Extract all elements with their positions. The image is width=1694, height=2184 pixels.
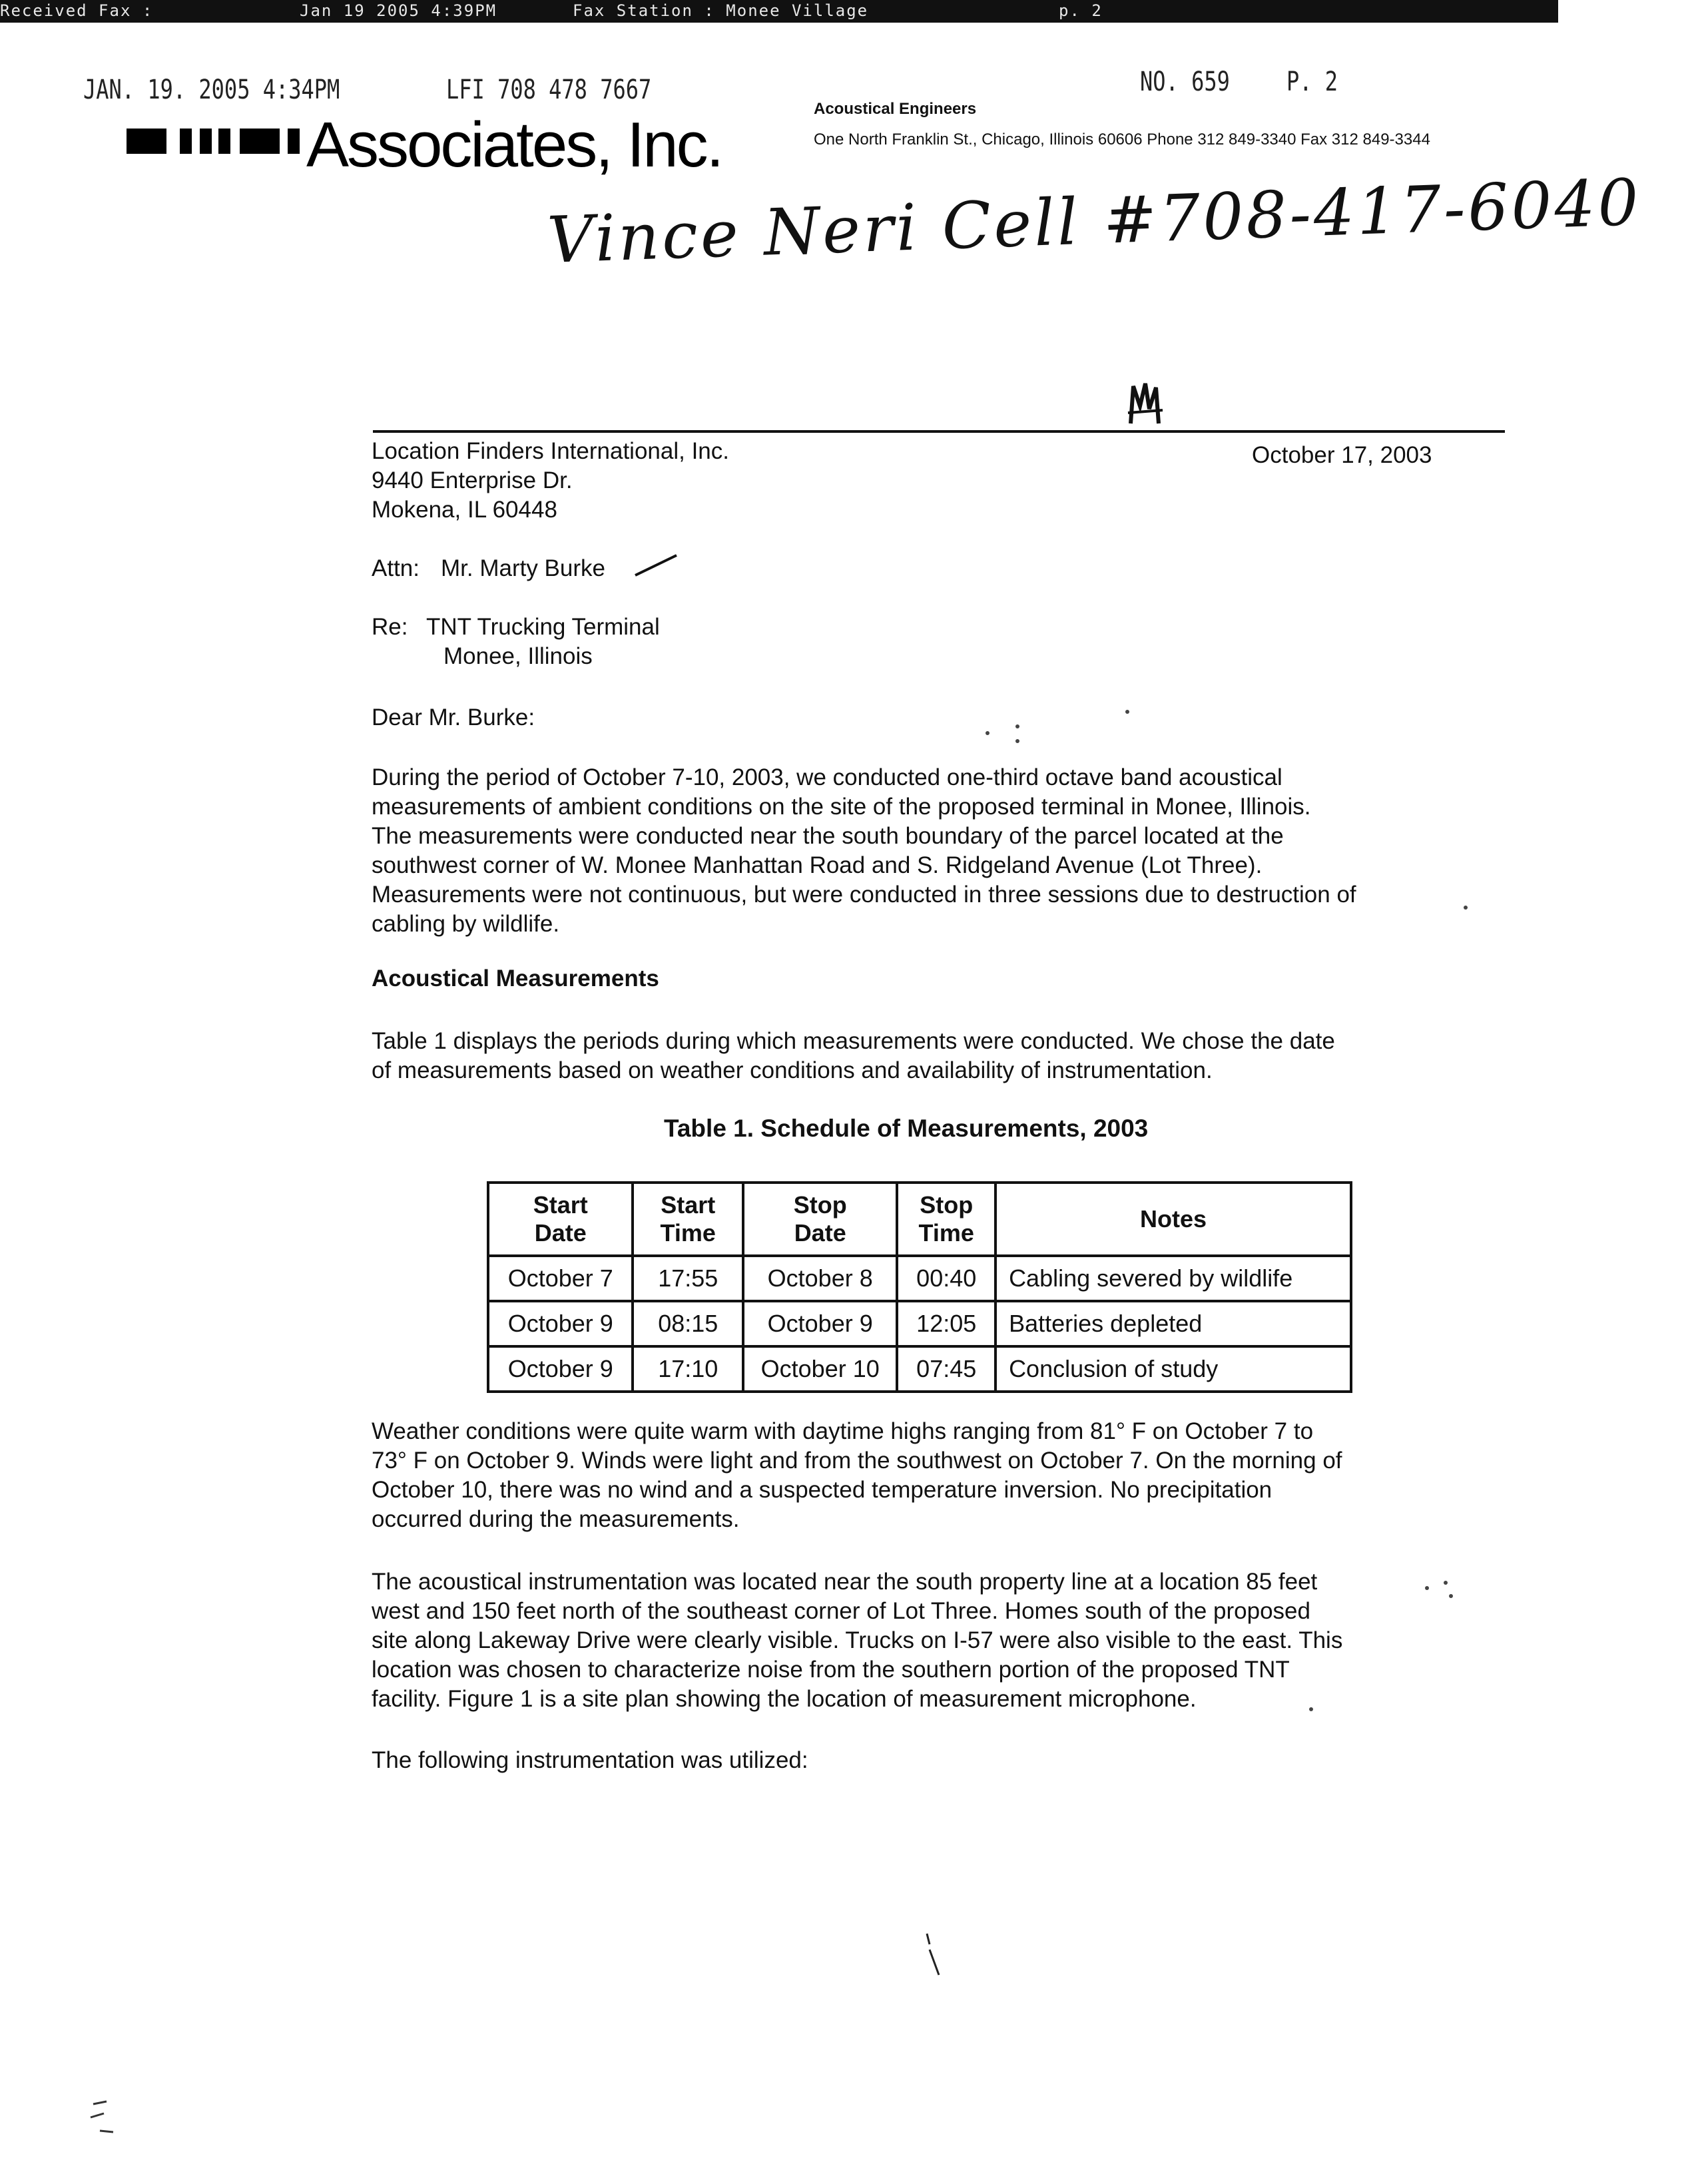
column-header-stop-time: Stop Time [897,1183,995,1256]
table-cell: Batteries depleted [995,1301,1351,1346]
table-cell: October 8 [743,1256,897,1301]
paragraph-location [372,1567,1342,1714]
paragraph-weather [372,1417,1342,1534]
recipient-street: 9440 Enterprise Dr. [372,467,573,493]
recipient-city: Mokena, IL 60448 [372,497,557,523]
table-cell: Cabling severed by wildlife [995,1256,1351,1301]
tagline-title: Acoustical Engineers [814,100,977,118]
paragraph-line: 73° F on October 9. Winds were light and from the southwest on October 7. On the morning of [372,1448,1342,1474]
table-cell: Conclusion of study [995,1346,1351,1392]
scan-speck [1125,710,1129,714]
fax-header-sender: LFI 708 478 7667 [446,75,652,105]
paragraph-line: facility. Figure 1 is a site plan showing the location of measurement microphone. [372,1686,1197,1712]
paragraph-line: occurred during the measurements. [372,1506,740,1532]
column-header-stop-date: Stop Date [743,1183,897,1256]
schedule-table [487,1181,1352,1393]
handwritten-note: Vince Neri Cell #708-417-6040 [546,164,1643,278]
column-header-notes: Notes [995,1183,1351,1256]
table-cell: 17:10 [633,1346,743,1392]
table-header-row [488,1183,1351,1256]
fax-received-datetime: Jan 19 2005 4:39PM [300,1,497,20]
column-header-start-time: Start Time [633,1183,743,1256]
paragraph-table-intro [372,1027,1335,1085]
paragraph-line: October 10, there was no wind and a suspected temperature inversion. No precipitation [372,1477,1272,1503]
paragraph-line: cabling by wildlife. [372,911,560,937]
fax-station: Fax Station : Monee Village [573,1,869,20]
attn-name: Mr. Marty Burke [441,555,605,581]
table-row [488,1301,1351,1346]
table-cell: 00:40 [897,1256,995,1301]
table-cell: 12:05 [897,1301,995,1346]
re-label: Re: [372,614,408,640]
section-heading: Acoustical Measurements [372,965,659,991]
tagline-address: One North Franklin St., Chicago, Illinois 60606 Phone 312 849-3340 Fax 312 849-3344 [814,131,1430,148]
table-cell: October 7 [488,1256,633,1301]
attn-label: Attn: [372,555,420,581]
fax-header-page: P. 2 [1286,67,1338,97]
paragraph-line: During the period of October 7-10, 2003, we conducted one-third octave band acoustical [372,764,1282,790]
letter-date: October 17, 2003 [1252,442,1432,468]
scan-mark-icon [923,1931,943,1978]
paragraph-instrumentation: The following instrumentation was utilized: [372,1747,808,1773]
scan-speck [1015,739,1019,743]
scan-speck [986,731,989,735]
fax-transmission-bar [0,0,1558,23]
column-header-start-date: Start Date [488,1183,633,1256]
paragraph-line: measurements of ambient conditions on the site of the proposed terminal in Monee, Illinois. [372,794,1311,820]
paragraph-line: west and 150 feet north of the southeast corner of Lot Three. Homes south of the proposed [372,1598,1310,1624]
table-cell: October 9 [743,1301,897,1346]
paragraph-line: Weather conditions were quite warm with daytime highs ranging from 81° F on October 7 to [372,1418,1314,1444]
fax-received-label: Received Fax : [0,1,154,20]
scan-speck [1309,1707,1313,1711]
check-mark-icon [633,553,679,579]
company-logo-partial-mark [107,93,306,166]
paragraph-line: site along Lakeway Drive were clearly visible. Trucks on I-57 were also visible to the east. This [372,1627,1343,1653]
paragraph-line: The acoustical instrumentation was located near the south property line at a location 85 feet [372,1569,1318,1595]
recipient-name: Location Finders International, Inc. [372,438,729,464]
salutation: Dear Mr. Burke: [372,704,535,730]
scan-mark-icon [87,2097,127,2137]
company-name: Associates, Inc. [306,109,722,180]
table-cell: 08:15 [633,1301,743,1346]
scan-speck [1449,1594,1453,1598]
re-line-2: Monee, Illinois [443,643,593,669]
paragraph-line: of measurements based on weather conditions and availability of instrumentation. [372,1057,1213,1083]
fax-header-date: JAN. 19. 2005 4:34PM [83,75,340,105]
re-line-1: TNT Trucking Terminal [426,614,660,640]
table-row [488,1346,1351,1392]
table-row [488,1256,1351,1301]
table-cell: 07:45 [897,1346,995,1392]
paragraph-line: The measurements were conducted near the south boundary of the parcel located at the [372,823,1284,849]
table-cell: October 9 [488,1346,633,1392]
paragraph-line: location was chosen to characterize noise from the southern portion of the proposed TNT [372,1657,1290,1683]
paragraph-line: Measurements were not continuous, but were conducted in three sessions due to destruction of [372,882,1356,908]
paragraph-line: southwest corner of W. Monee Manhattan Road and S. Ridgeland Avenue (Lot Three). [372,852,1263,878]
fax-header-number: NO. 659 [1140,67,1230,97]
company-logo [107,93,722,182]
scan-speck [1444,1581,1448,1585]
letterhead-divider [373,430,1505,433]
scan-speck [1464,906,1468,910]
table-cell: 17:55 [633,1256,743,1301]
initials-mark-icon [1125,380,1165,426]
table-cell: October 10 [743,1346,897,1392]
scan-speck [1015,724,1019,728]
scan-speck [1425,1586,1429,1590]
table-cell: October 9 [488,1301,633,1346]
paragraph-line: Table 1 displays the periods during which measurements were conducted. We chose the date [372,1028,1335,1054]
paragraph-intro [372,763,1356,939]
fax-page: p. 2 [1059,1,1103,20]
table-caption: Table 1. Schedule of Measurements, 2003 [664,1115,1149,1142]
